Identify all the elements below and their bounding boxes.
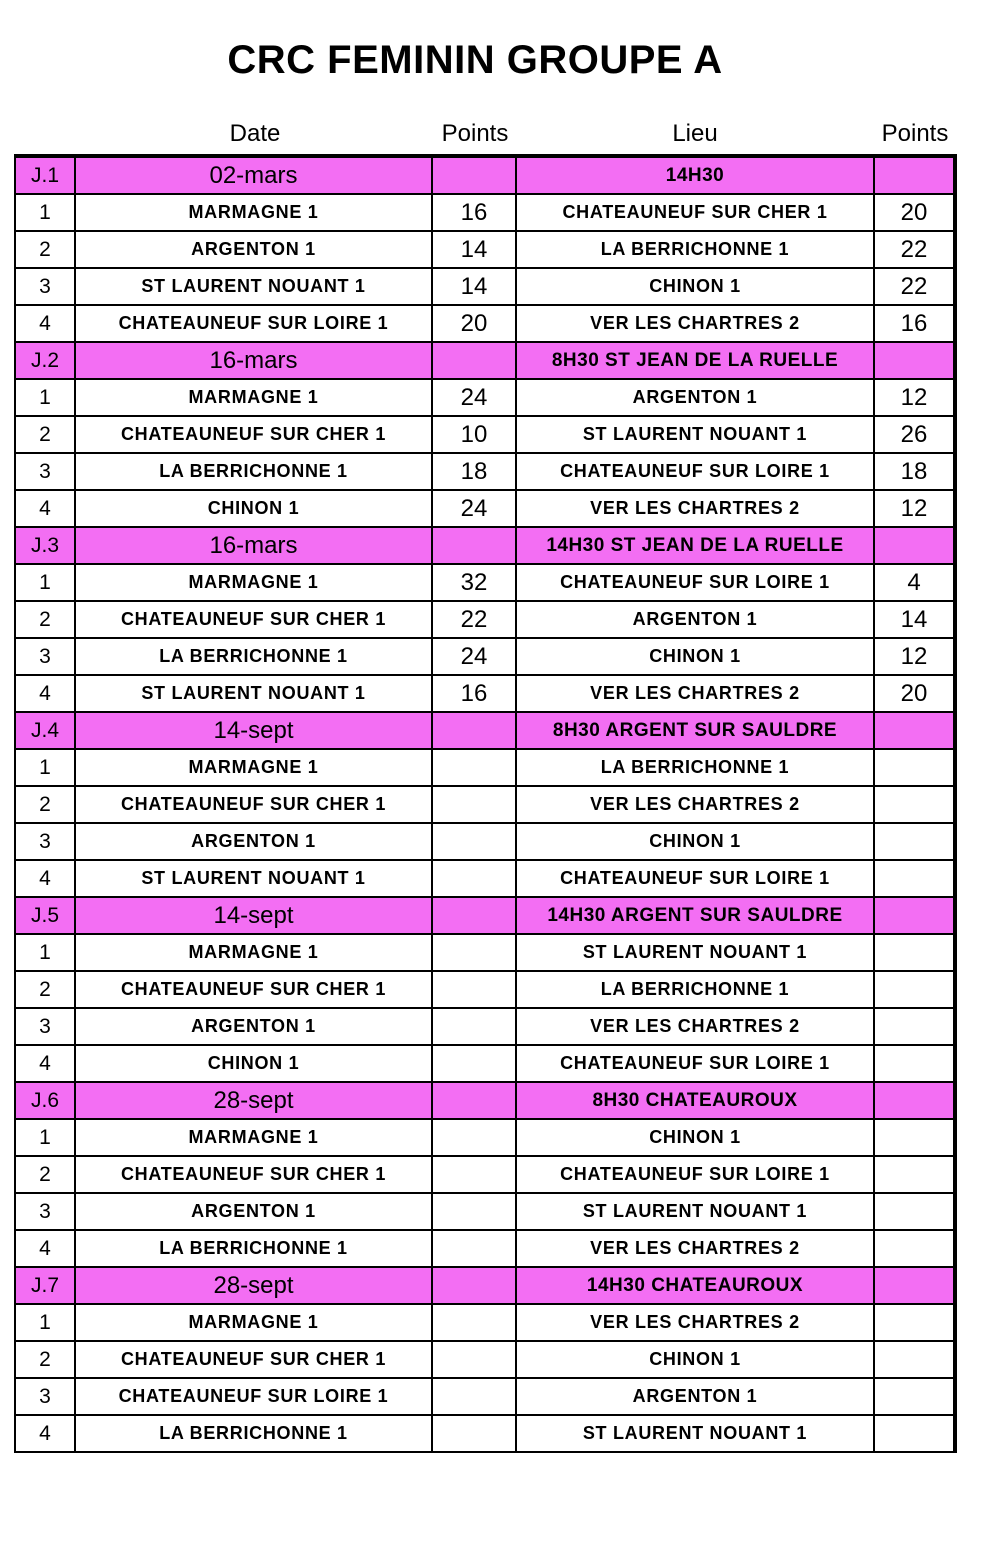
away-team: CHATEAUNEUF SUR CHER 1 bbox=[516, 194, 874, 231]
table-row bbox=[15, 601, 955, 638]
home-points bbox=[432, 1008, 516, 1045]
away-team: CHINON 1 bbox=[516, 638, 874, 675]
match-number: 1 bbox=[15, 1119, 75, 1156]
day-points-home-empty bbox=[432, 712, 516, 749]
day-date: 16-mars bbox=[75, 527, 432, 564]
away-points: 20 bbox=[874, 194, 955, 231]
away-points bbox=[874, 1045, 955, 1082]
header-date: Date bbox=[229, 120, 281, 147]
away-team: LA BERRICHONNE 1 bbox=[516, 231, 874, 268]
away-points: 12 bbox=[874, 490, 955, 527]
match-number: 2 bbox=[15, 1341, 75, 1378]
home-team: ST LAURENT NOUANT 1 bbox=[75, 268, 432, 305]
header-points-away: Points bbox=[881, 120, 949, 147]
match-number: 1 bbox=[15, 749, 75, 786]
home-points bbox=[432, 1378, 516, 1415]
day-row bbox=[15, 1082, 955, 1119]
home-team: CHATEAUNEUF SUR CHER 1 bbox=[75, 1156, 432, 1193]
away-team: LA BERRICHONNE 1 bbox=[516, 749, 874, 786]
match-number: 4 bbox=[15, 1045, 75, 1082]
match-number: 3 bbox=[15, 1378, 75, 1415]
home-points: 18 bbox=[432, 453, 516, 490]
match-number: 4 bbox=[15, 675, 75, 712]
away-team: ARGENTON 1 bbox=[516, 601, 874, 638]
day-label: J.6 bbox=[15, 1082, 75, 1119]
home-team: LA BERRICHONNE 1 bbox=[75, 1230, 432, 1267]
home-points bbox=[432, 1045, 516, 1082]
home-team: MARMAGNE 1 bbox=[75, 934, 432, 971]
away-team: CHINON 1 bbox=[516, 1341, 874, 1378]
table-row bbox=[15, 379, 955, 416]
table-row bbox=[15, 1119, 955, 1156]
away-points bbox=[874, 1119, 955, 1156]
home-points: 16 bbox=[432, 675, 516, 712]
day-location: 8H30 ARGENT SUR SAULDRE bbox=[516, 712, 874, 749]
match-number: 4 bbox=[15, 860, 75, 897]
away-team: ST LAURENT NOUANT 1 bbox=[516, 1415, 874, 1452]
away-points bbox=[874, 823, 955, 860]
day-row bbox=[15, 342, 955, 379]
table-row bbox=[15, 416, 955, 453]
away-points: 16 bbox=[874, 305, 955, 342]
day-date: 28-sept bbox=[75, 1082, 432, 1119]
day-label: J.1 bbox=[15, 156, 75, 194]
schedule-body bbox=[15, 156, 955, 1452]
home-points: 14 bbox=[432, 268, 516, 305]
home-team: CHATEAUNEUF SUR CHER 1 bbox=[75, 416, 432, 453]
day-location: 8H30 ST JEAN DE LA RUELLE bbox=[516, 342, 874, 379]
table-row bbox=[15, 1341, 955, 1378]
match-number: 4 bbox=[15, 1230, 75, 1267]
home-points bbox=[432, 786, 516, 823]
away-team: VER LES CHARTRES 2 bbox=[516, 675, 874, 712]
table-row bbox=[15, 1156, 955, 1193]
page-title: CRC FEMININ GROUPE A bbox=[227, 38, 723, 82]
away-team: CHINON 1 bbox=[516, 823, 874, 860]
match-number: 1 bbox=[15, 194, 75, 231]
home-points bbox=[432, 860, 516, 897]
home-points bbox=[432, 1156, 516, 1193]
home-points bbox=[432, 1415, 516, 1452]
table-row bbox=[15, 749, 955, 786]
away-points: 22 bbox=[874, 268, 955, 305]
away-team: VER LES CHARTRES 2 bbox=[516, 786, 874, 823]
day-points-away-empty bbox=[874, 897, 955, 934]
day-points-home-empty bbox=[432, 527, 516, 564]
away-points bbox=[874, 971, 955, 1008]
day-label: J.4 bbox=[15, 712, 75, 749]
away-team: ST LAURENT NOUANT 1 bbox=[516, 1193, 874, 1230]
away-points bbox=[874, 1156, 955, 1193]
match-number: 4 bbox=[15, 305, 75, 342]
table-row bbox=[15, 305, 955, 342]
day-points-away-empty bbox=[874, 342, 955, 379]
home-team: ARGENTON 1 bbox=[75, 1008, 432, 1045]
away-team: VER LES CHARTRES 2 bbox=[516, 1008, 874, 1045]
day-location: 14H30 ARGENT SUR SAULDRE bbox=[516, 897, 874, 934]
home-team: ST LAURENT NOUANT 1 bbox=[75, 860, 432, 897]
home-team: LA BERRICHONNE 1 bbox=[75, 1415, 432, 1452]
table-row bbox=[15, 231, 955, 268]
home-points: 16 bbox=[432, 194, 516, 231]
home-points: 24 bbox=[432, 379, 516, 416]
day-points-home-empty bbox=[432, 897, 516, 934]
away-team: VER LES CHARTRES 2 bbox=[516, 305, 874, 342]
day-date: 14-sept bbox=[75, 897, 432, 934]
match-number: 2 bbox=[15, 1156, 75, 1193]
away-points: 22 bbox=[874, 231, 955, 268]
match-number: 4 bbox=[15, 490, 75, 527]
home-points: 20 bbox=[432, 305, 516, 342]
away-team: ARGENTON 1 bbox=[516, 379, 874, 416]
away-team: CHATEAUNEUF SUR LOIRE 1 bbox=[516, 564, 874, 601]
day-points-home-empty bbox=[432, 156, 516, 194]
table-row bbox=[15, 860, 955, 897]
match-number: 2 bbox=[15, 416, 75, 453]
match-number: 3 bbox=[15, 638, 75, 675]
day-row bbox=[15, 156, 955, 194]
day-row bbox=[15, 712, 955, 749]
match-number: 3 bbox=[15, 268, 75, 305]
home-points bbox=[432, 1341, 516, 1378]
away-points: 4 bbox=[874, 564, 955, 601]
table-row bbox=[15, 1415, 955, 1452]
table-row bbox=[15, 971, 955, 1008]
away-team: CHATEAUNEUF SUR LOIRE 1 bbox=[516, 860, 874, 897]
home-points bbox=[432, 934, 516, 971]
home-points: 22 bbox=[432, 601, 516, 638]
day-row bbox=[15, 527, 955, 564]
home-team: MARMAGNE 1 bbox=[75, 1119, 432, 1156]
table-row bbox=[15, 564, 955, 601]
away-points: 14 bbox=[874, 601, 955, 638]
away-points bbox=[874, 749, 955, 786]
home-team: ST LAURENT NOUANT 1 bbox=[75, 675, 432, 712]
away-points bbox=[874, 1230, 955, 1267]
table-row bbox=[15, 786, 955, 823]
away-team: CHATEAUNEUF SUR LOIRE 1 bbox=[516, 1156, 874, 1193]
away-points: 12 bbox=[874, 638, 955, 675]
away-points: 18 bbox=[874, 453, 955, 490]
home-team: CHATEAUNEUF SUR LOIRE 1 bbox=[75, 305, 432, 342]
day-points-away-empty bbox=[874, 156, 955, 194]
home-points: 24 bbox=[432, 490, 516, 527]
table-row bbox=[15, 675, 955, 712]
day-location: 14H30 CHATEAUROUX bbox=[516, 1267, 874, 1304]
header-points-home: Points bbox=[441, 120, 509, 147]
day-points-away-empty bbox=[874, 1082, 955, 1119]
day-location: 14H30 ST JEAN DE LA RUELLE bbox=[516, 527, 874, 564]
day-date: 28-sept bbox=[75, 1267, 432, 1304]
home-team: MARMAGNE 1 bbox=[75, 194, 432, 231]
away-team: ST LAURENT NOUANT 1 bbox=[516, 934, 874, 971]
match-number: 1 bbox=[15, 379, 75, 416]
home-points bbox=[432, 1193, 516, 1230]
day-row bbox=[15, 1267, 955, 1304]
away-points bbox=[874, 786, 955, 823]
day-location: 14H30 bbox=[516, 156, 874, 194]
home-team: LA BERRICHONNE 1 bbox=[75, 453, 432, 490]
away-points bbox=[874, 934, 955, 971]
match-number: 2 bbox=[15, 971, 75, 1008]
away-points bbox=[874, 860, 955, 897]
match-number: 2 bbox=[15, 786, 75, 823]
table-row bbox=[15, 268, 955, 305]
home-team: CHATEAUNEUF SUR LOIRE 1 bbox=[75, 1378, 432, 1415]
away-team: VER LES CHARTRES 2 bbox=[516, 1304, 874, 1341]
away-team: ST LAURENT NOUANT 1 bbox=[516, 416, 874, 453]
away-points: 26 bbox=[874, 416, 955, 453]
home-points bbox=[432, 1230, 516, 1267]
home-team: MARMAGNE 1 bbox=[75, 1304, 432, 1341]
day-label: J.5 bbox=[15, 897, 75, 934]
day-points-home-empty bbox=[432, 1267, 516, 1304]
match-number: 1 bbox=[15, 934, 75, 971]
home-team: MARMAGNE 1 bbox=[75, 749, 432, 786]
day-date: 16-mars bbox=[75, 342, 432, 379]
table-row bbox=[15, 1304, 955, 1341]
away-points bbox=[874, 1008, 955, 1045]
day-date: 02-mars bbox=[75, 156, 432, 194]
day-label: J.2 bbox=[15, 342, 75, 379]
home-team: ARGENTON 1 bbox=[75, 1193, 432, 1230]
home-team: CHINON 1 bbox=[75, 1045, 432, 1082]
home-team: LA BERRICHONNE 1 bbox=[75, 638, 432, 675]
match-number: 2 bbox=[15, 231, 75, 268]
schedule-table bbox=[14, 154, 957, 1453]
away-points bbox=[874, 1304, 955, 1341]
day-points-away-empty bbox=[874, 712, 955, 749]
table-row bbox=[15, 1045, 955, 1082]
away-team: CHATEAUNEUF SUR LOIRE 1 bbox=[516, 1045, 874, 1082]
table-row bbox=[15, 1193, 955, 1230]
home-team: ARGENTON 1 bbox=[75, 231, 432, 268]
away-points bbox=[874, 1193, 955, 1230]
away-team: ARGENTON 1 bbox=[516, 1378, 874, 1415]
table-row bbox=[15, 1378, 955, 1415]
away-points bbox=[874, 1341, 955, 1378]
away-points: 20 bbox=[874, 675, 955, 712]
day-points-away-empty bbox=[874, 1267, 955, 1304]
home-points bbox=[432, 1119, 516, 1156]
day-label: J.7 bbox=[15, 1267, 75, 1304]
home-points: 32 bbox=[432, 564, 516, 601]
home-points bbox=[432, 749, 516, 786]
home-points: 14 bbox=[432, 231, 516, 268]
match-number: 2 bbox=[15, 601, 75, 638]
match-number: 3 bbox=[15, 1193, 75, 1230]
home-team: ARGENTON 1 bbox=[75, 823, 432, 860]
away-team: VER LES CHARTRES 2 bbox=[516, 1230, 874, 1267]
match-number: 3 bbox=[15, 1008, 75, 1045]
table-row bbox=[15, 1230, 955, 1267]
home-team: MARMAGNE 1 bbox=[75, 379, 432, 416]
home-team: CHATEAUNEUF SUR CHER 1 bbox=[75, 786, 432, 823]
table-row bbox=[15, 934, 955, 971]
home-points bbox=[432, 823, 516, 860]
away-team: CHATEAUNEUF SUR LOIRE 1 bbox=[516, 453, 874, 490]
table-row bbox=[15, 638, 955, 675]
away-points bbox=[874, 1415, 955, 1452]
match-number: 1 bbox=[15, 564, 75, 601]
day-points-home-empty bbox=[432, 342, 516, 379]
home-points: 10 bbox=[432, 416, 516, 453]
away-points bbox=[874, 1378, 955, 1415]
match-number: 3 bbox=[15, 823, 75, 860]
table-row bbox=[15, 1008, 955, 1045]
match-number: 3 bbox=[15, 453, 75, 490]
home-team: CHATEAUNEUF SUR CHER 1 bbox=[75, 971, 432, 1008]
table-row bbox=[15, 194, 955, 231]
day-label: J.3 bbox=[15, 527, 75, 564]
home-points bbox=[432, 1304, 516, 1341]
header-lieu: Lieu bbox=[672, 120, 718, 147]
home-team: MARMAGNE 1 bbox=[75, 564, 432, 601]
away-points: 12 bbox=[874, 379, 955, 416]
home-points: 24 bbox=[432, 638, 516, 675]
day-row bbox=[15, 897, 955, 934]
home-team: CHATEAUNEUF SUR CHER 1 bbox=[75, 601, 432, 638]
home-team: CHINON 1 bbox=[75, 490, 432, 527]
home-team: CHATEAUNEUF SUR CHER 1 bbox=[75, 1341, 432, 1378]
away-team: VER LES CHARTRES 2 bbox=[516, 490, 874, 527]
away-team: CHINON 1 bbox=[516, 268, 874, 305]
day-points-home-empty bbox=[432, 1082, 516, 1119]
day-date: 14-sept bbox=[75, 712, 432, 749]
table-row bbox=[15, 823, 955, 860]
away-team: CHINON 1 bbox=[516, 1119, 874, 1156]
away-team: LA BERRICHONNE 1 bbox=[516, 971, 874, 1008]
day-points-away-empty bbox=[874, 527, 955, 564]
match-number: 4 bbox=[15, 1415, 75, 1452]
home-points bbox=[432, 971, 516, 1008]
match-number: 1 bbox=[15, 1304, 75, 1341]
table-row bbox=[15, 490, 955, 527]
day-location: 8H30 CHATEAUROUX bbox=[516, 1082, 874, 1119]
table-row bbox=[15, 453, 955, 490]
